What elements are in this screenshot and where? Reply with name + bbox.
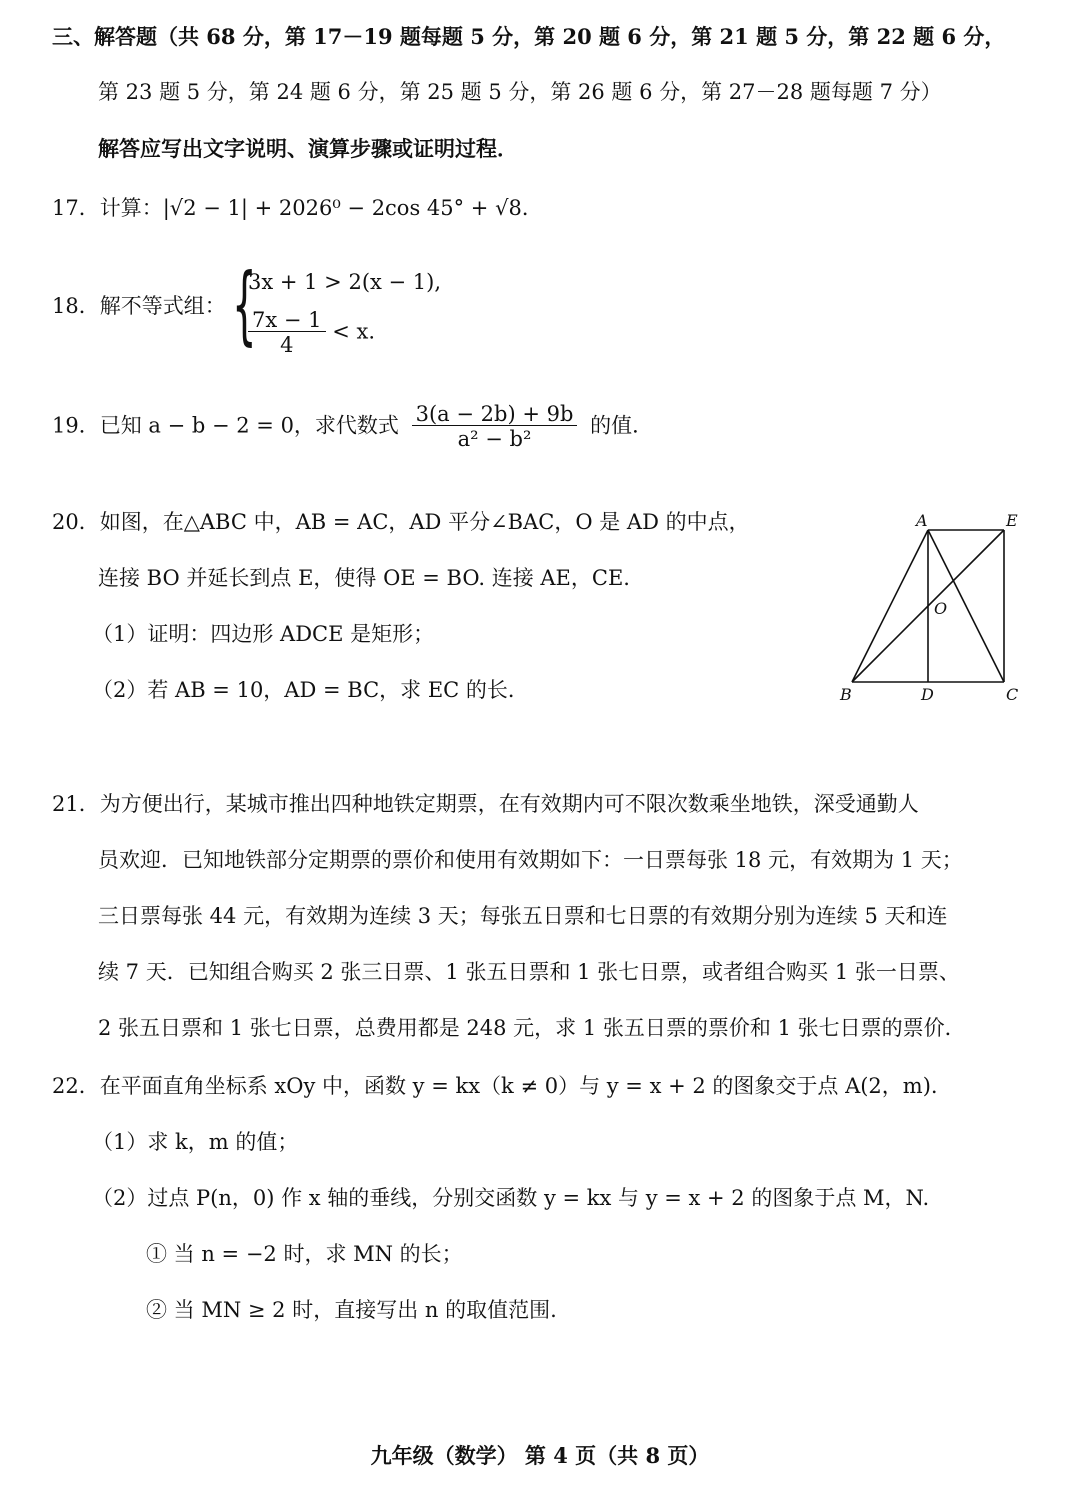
question-number: 17． [52, 196, 100, 220]
question-21-line5: 2 张五日票和 1 张七日票，总费用都是 248 元，求 1 张五日票的票价和 1 张七日票的票价． [98, 1016, 966, 1040]
question-21-line3: 三日票每张 44 元，有效期为连续 3 天；每张五日票和七日票的有效期分别为连续 5 天和连 [98, 904, 948, 928]
question-20-line2: 连接 BO 并延长到点 E，使得 OE = BO. 连接 AE，CE. [98, 566, 630, 590]
question-18 [52, 296, 226, 317]
question-17 [52, 198, 543, 219]
question-19 [52, 404, 653, 450]
question-21-line1: 为方便出行，某城市推出四种地铁定期票，在有效期内可不限次数乘坐地铁，深受通勤人 [99, 792, 919, 816]
question-22-part1: （1）求 k，m 的值； [92, 1130, 299, 1154]
question-20-line1: 如图，在△ABC 中，AB = AC，AD 平分∠BAC，O 是 AD 的中点， [99, 510, 750, 534]
fraction-numerator: 7x − 1 [248, 310, 326, 332]
inequality-system [232, 255, 452, 362]
question-20 [52, 512, 750, 533]
label-d: D [921, 685, 934, 704]
question-number: 20． [52, 510, 100, 534]
geometry-figure [830, 508, 1050, 708]
section-heading: 三、解答题（共 68 分，第 17－19 题每题 5 分，第 20 题 6 分，第 21 题 5 分，第 22 题 6 分， [52, 24, 1006, 49]
question-21-line4: 续 7 天．已知组合购买 2 张三日票、1 张五日票和 1 张七日票，或者组合购买 1 张一日票、 [98, 960, 960, 984]
inequality-2-rest: < x. [332, 319, 375, 344]
question-21-line2: 员欢迎．已知地铁部分定期票的票价和使用有效期如下：一日票每张 18 元，有效期为 1 天； [98, 848, 963, 872]
question-22-part2: （2）过点 P(n，0) 作 x 轴的垂线，分别交函数 y = kx 与 y = x + 2 的图象于点 M，N. [92, 1186, 930, 1210]
inequality-2 [248, 310, 375, 356]
page-footer: 九年级（数学） 第 4 页（共 8 页） [370, 1443, 710, 1468]
question-22-sub2: ② 当 MN ≥ 2 时，直接写出 n 的取值范围. [146, 1298, 557, 1322]
question-22-sub1: ① 当 n = −2 时，求 MN 的长； [146, 1242, 463, 1266]
label-c: C [1006, 685, 1019, 704]
section-heading-continued: 第 23 题 5 分，第 24 题 6 分，第 25 题 5 分，第 26 题 6 分，第 27－28 题每题 7 分） [98, 80, 942, 104]
inequality-2-fraction [248, 310, 326, 356]
segment-ab [852, 530, 928, 682]
question-20-part2: （2）若 AB = 10，AD = BC，求 EC 的长． [92, 678, 529, 702]
fraction-numerator: 3(a − 2b) + 9b [412, 404, 578, 426]
label-o: O [934, 599, 948, 618]
question-22 [52, 1076, 938, 1097]
question-number: 22． [52, 1074, 100, 1098]
question-19-fraction [412, 404, 578, 450]
question-20-part1: （1）证明：四边形 ADCE 是矩形； [92, 622, 435, 646]
question-number: 19． [52, 413, 100, 438]
section-instruction: 解答应写出文字说明、演算步骤或证明过程． [98, 136, 518, 161]
question-number: 18． [52, 294, 100, 318]
question-19-end: 的值． [590, 413, 654, 438]
question-18-label: 解不等式组： [99, 294, 226, 318]
label-a: A [916, 511, 928, 530]
question-number: 21． [52, 792, 100, 816]
fraction-denominator: a² − b² [457, 427, 532, 451]
label-b: B [840, 685, 852, 704]
question-19-text: 已知 a − b − 2 = 0，求代数式 [99, 413, 399, 438]
fraction-denominator: 4 [280, 333, 294, 357]
inequality-1: 3x + 1 > 2(x − 1), [248, 270, 442, 294]
brace-icon: { [232, 255, 257, 355]
label-e: E [1006, 511, 1018, 530]
question-21 [52, 794, 919, 815]
question-17-text: 计算：|√2 − 1| + 2026⁰ − 2cos 45° + √8． [99, 196, 543, 220]
question-22-line1: 在平面直角坐标系 xOy 中，函数 y = kx（k ≠ 0）与 y = x + 2 的图象交于点 A(2，m). [99, 1074, 938, 1098]
